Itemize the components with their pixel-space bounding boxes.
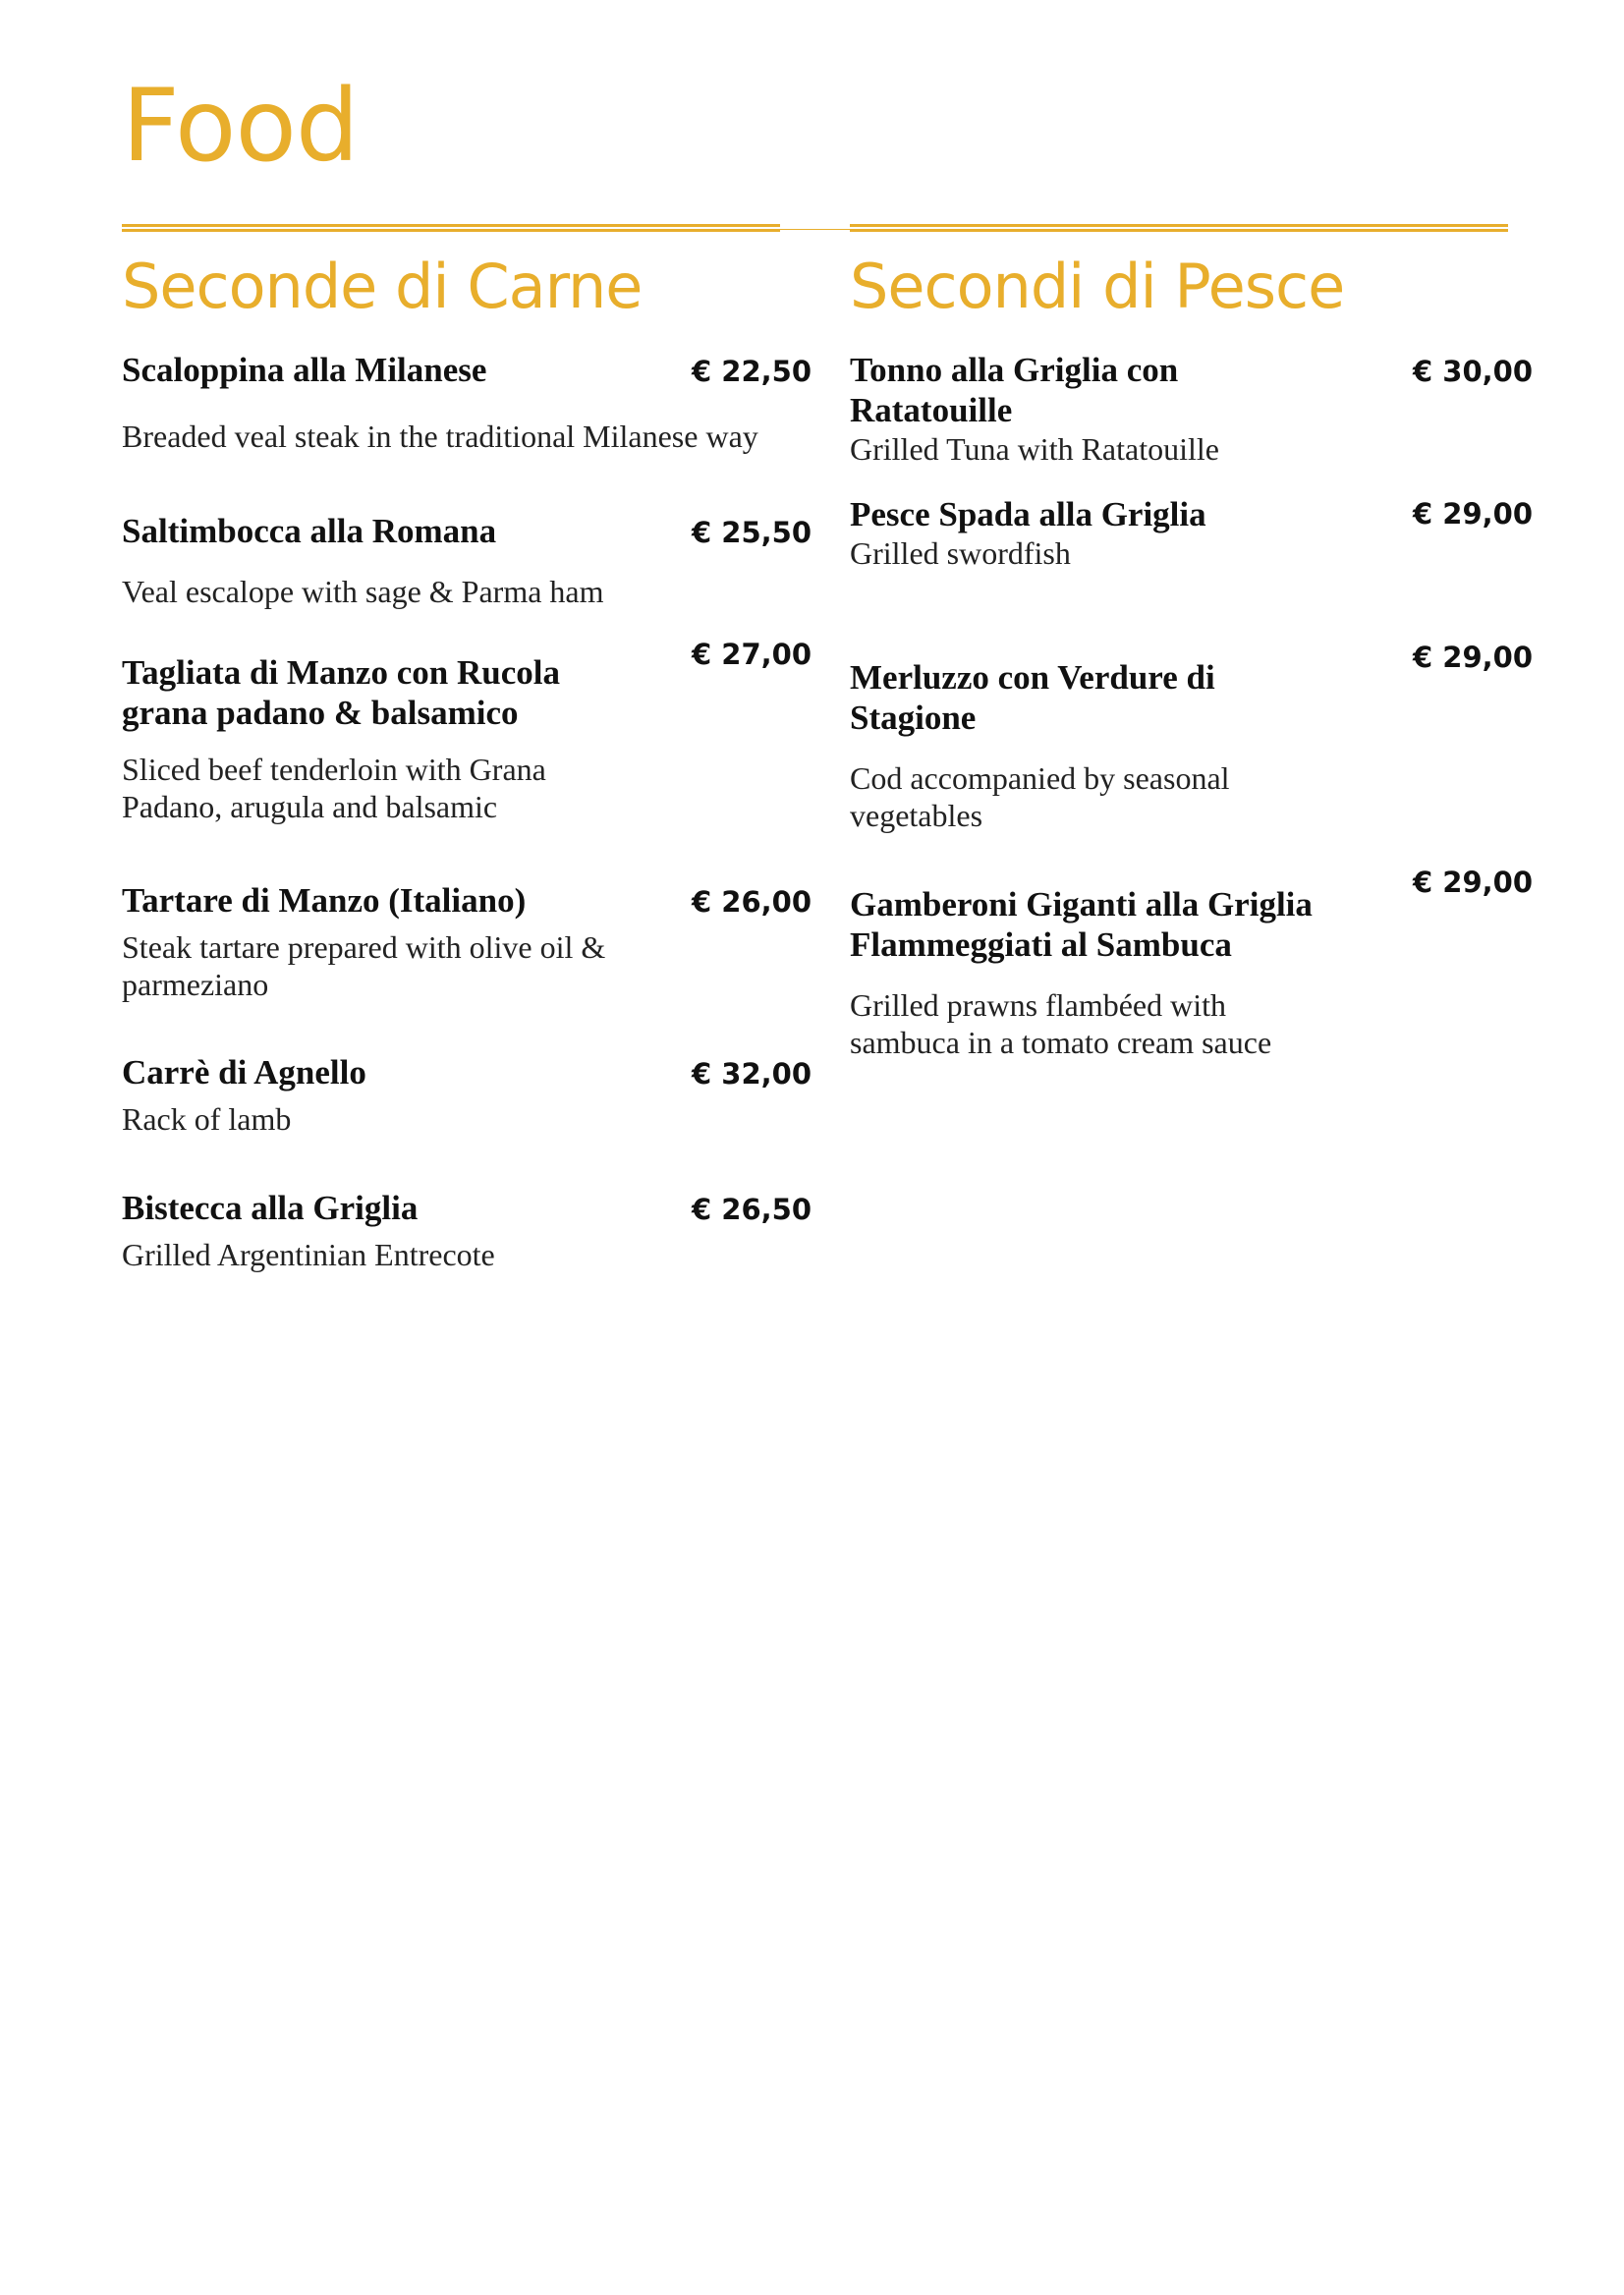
item-name: Scaloppina alla Milanese [122,351,487,389]
menu-item [850,866,1534,1061]
menu-item [122,1188,812,1273]
item-description: Cod accompanied by seasonal vegetables [850,760,1230,833]
item-name: Tagliata di Manzo con Rucola grana padano & balsamico [122,653,560,732]
item-price: € 22,50 [692,355,812,388]
item-description: Veal escalope with sage & Parma ham [122,574,604,609]
item-description: Grilled swordfish [850,535,1071,571]
divider-right [850,224,1508,232]
item-description: Sliced beef tenderloin with Grana Padano, arugula and balsamic [122,752,546,824]
section-heading-fish: Secondi di Pesce [850,251,1345,322]
item-name: Saltimbocca alla Romana [122,512,497,550]
item-name: Bistecca alla Griglia [122,1189,419,1227]
item-name: Tonno alla Griglia con Ratatouille [850,351,1179,429]
item-price: € 30,00 [1413,355,1534,388]
item-name: Gamberoni Giganti alla Griglia Flammeggiati al Sambuca [850,885,1313,964]
item-description: Grilled Argentinian Entrecote [122,1237,495,1272]
item-price: € 27,00 [692,638,812,671]
item-description: Grilled prawns flambéed with sambuca in a tomato cream sauce [850,987,1272,1060]
menu-item [122,638,812,825]
divider-left [122,224,780,232]
item-description: Steak tartare prepared with olive oil & parmeziano [122,929,606,1002]
item-name: Tartare di Manzo (Italiano) [122,881,527,920]
menu-item [122,511,812,610]
item-description: Rack of lamb [122,1101,292,1137]
menu-item [122,880,812,1003]
menu-item [122,1052,812,1138]
section-heading-meat: Seconde di Carne [122,251,643,322]
item-price: € 25,50 [692,516,812,549]
item-name: Carrè di Agnello [122,1053,366,1092]
item-description: Grilled Tuna with Ratatouille [850,431,1219,467]
item-name: Pesce Spada alla Griglia [850,495,1206,533]
menu-item [850,494,1534,572]
page-title: Food [122,68,359,185]
item-price: € 29,00 [1413,641,1534,674]
item-price: € 29,00 [1413,866,1534,899]
item-price: € 26,00 [692,885,812,919]
item-price: € 26,50 [692,1193,812,1226]
item-name: Merluzzo con Verdure di Stagione [850,658,1215,737]
item-price: € 32,00 [692,1057,812,1091]
divider-joiner [780,229,850,230]
menu-item [122,350,812,455]
item-price: € 29,00 [1413,497,1534,531]
item-description: Breaded veal steak in the traditional Milanese way [122,419,758,454]
menu-item [850,350,1534,468]
menu-item [850,641,1534,834]
